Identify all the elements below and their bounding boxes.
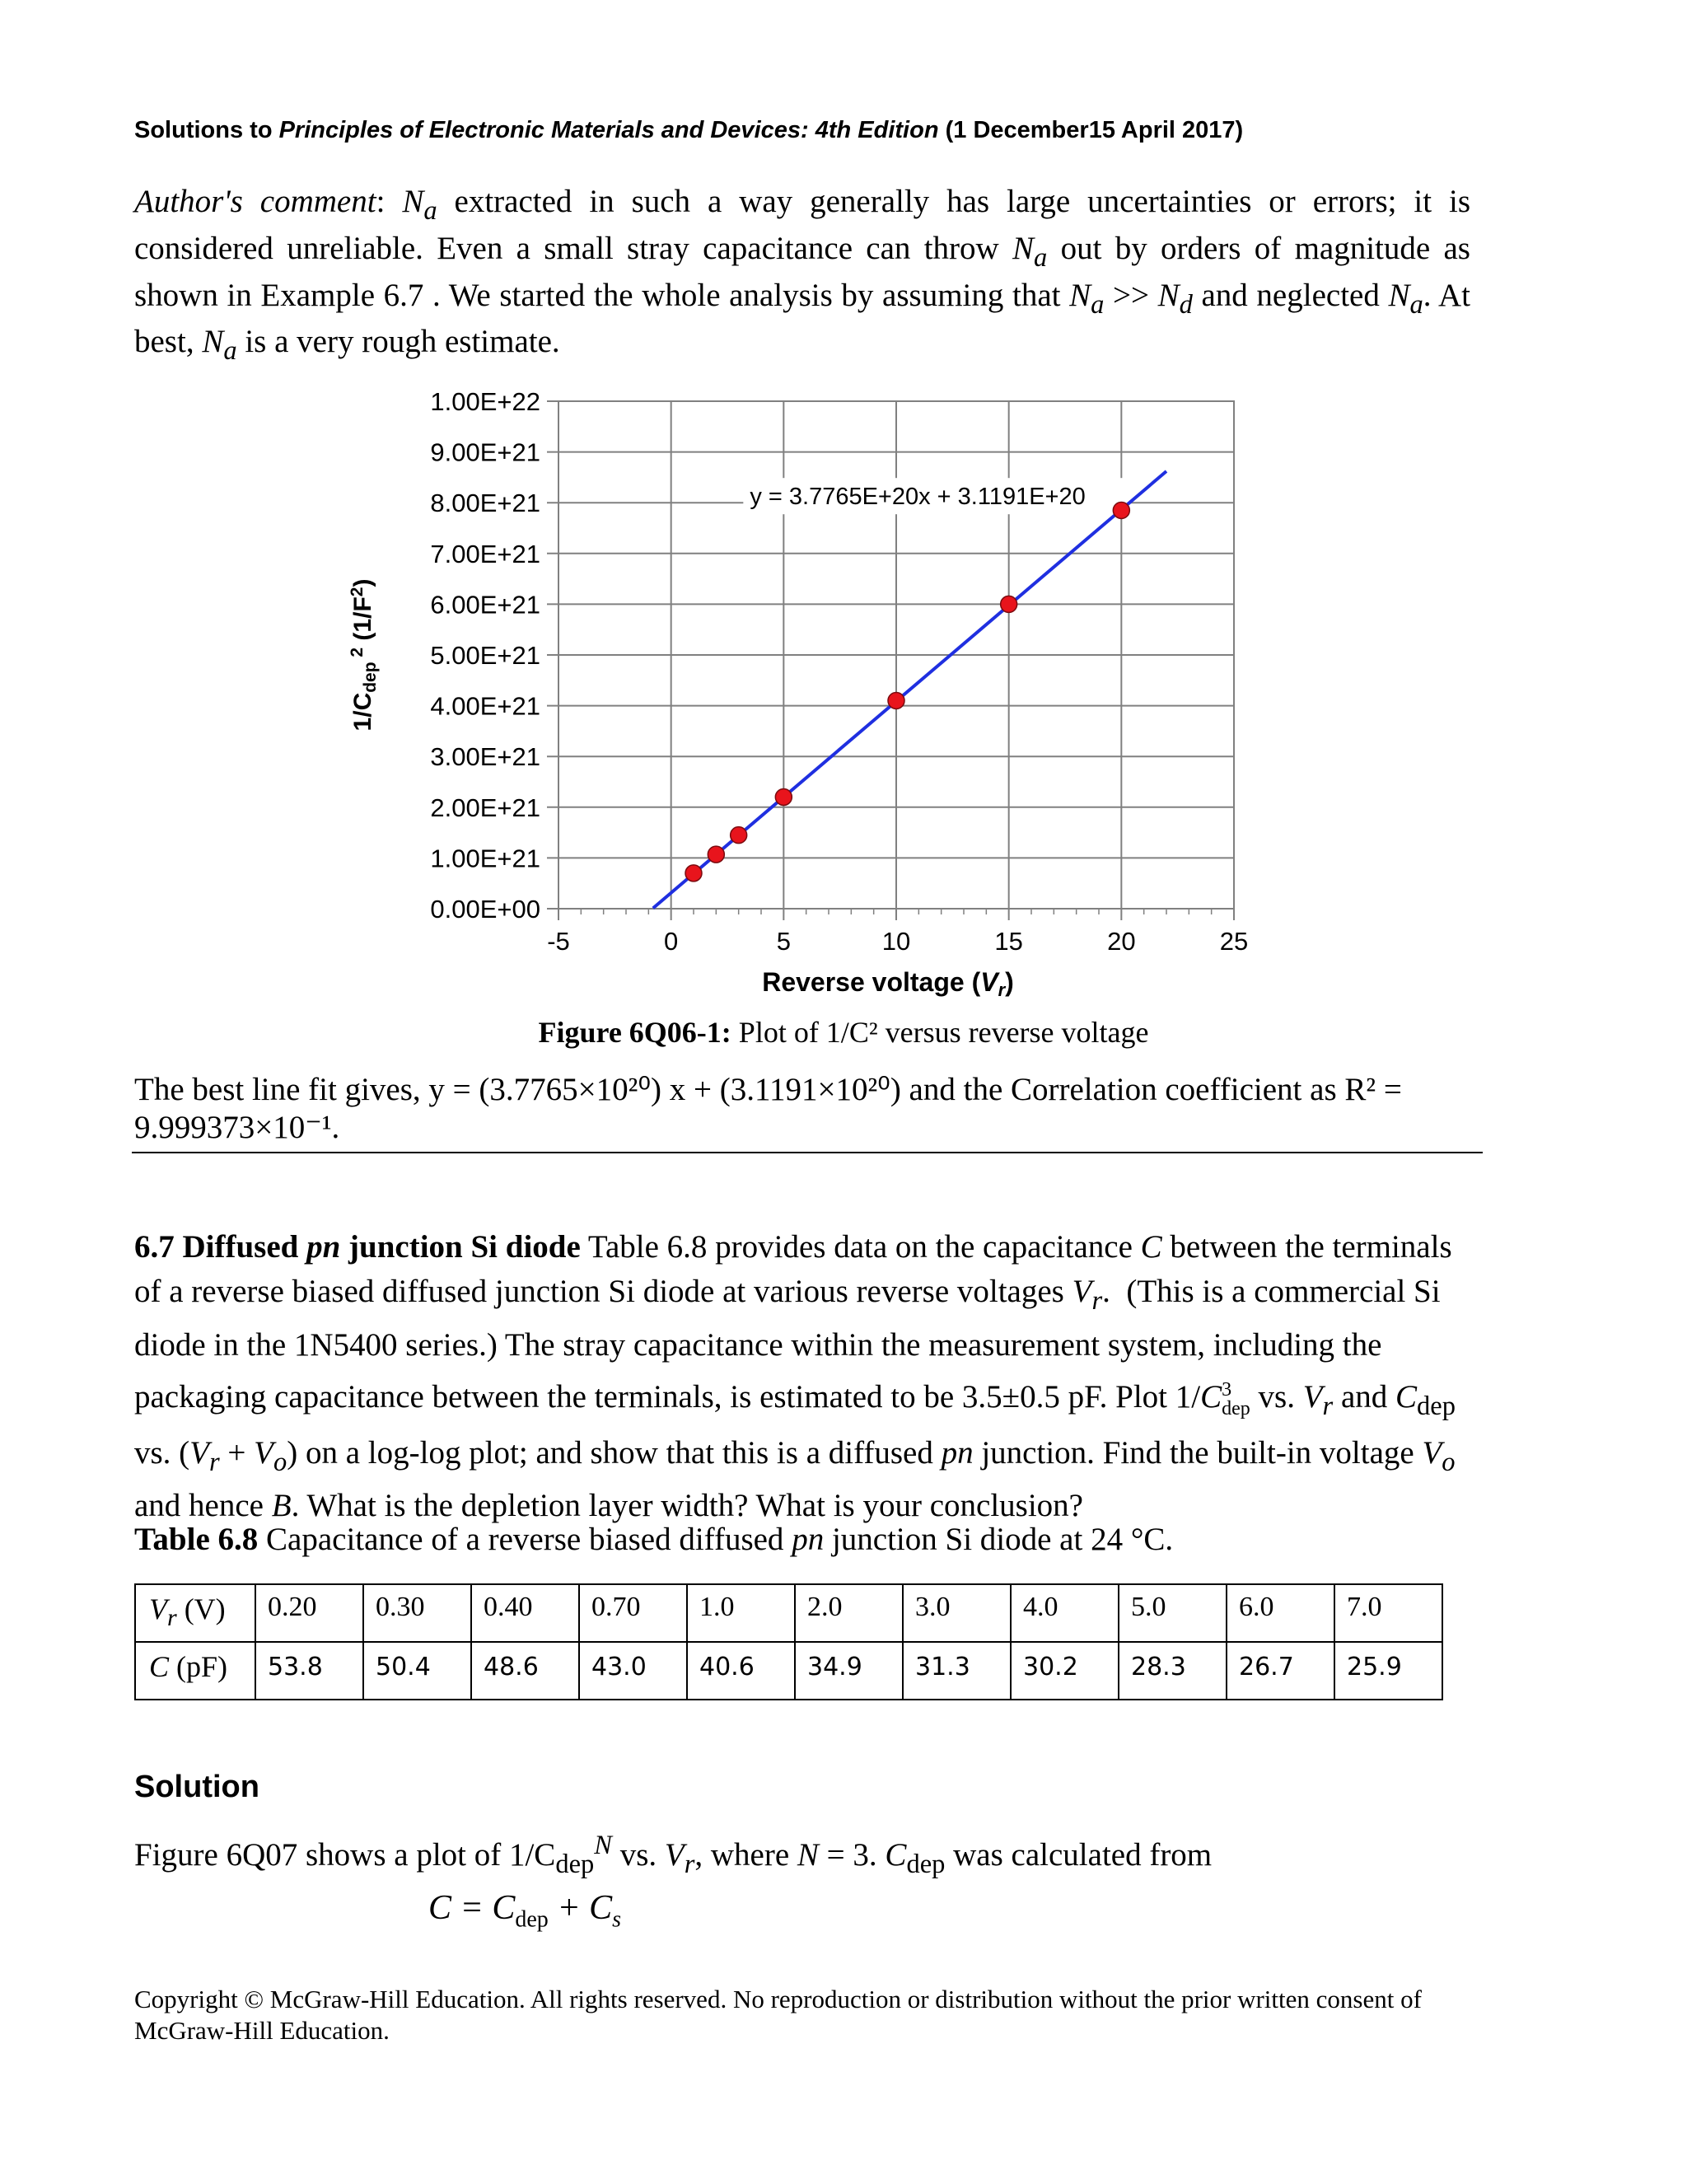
figure-caption-label: Figure 6Q06-1:	[538, 1016, 731, 1049]
header-book-title: Principles of Electronic Materials and Devices: 4th Edition	[278, 117, 939, 143]
fit-chart	[346, 375, 1269, 1009]
capacitance-table	[134, 1583, 1443, 1700]
data-point	[1113, 502, 1129, 518]
table-cell: 0.20	[255, 1584, 363, 1642]
x-tick-label: 0	[664, 927, 679, 956]
y-tick-label: 5.00E+21	[430, 641, 540, 670]
y-tick-label: 4.00E+21	[430, 691, 540, 721]
x-tick-label: 15	[994, 927, 1023, 956]
table-cell: 28.3	[1119, 1642, 1227, 1700]
problem-number: 6.7 Diffused pn junction Si diode	[134, 1229, 581, 1265]
header-date: (1 December15 April 2017)	[938, 117, 1244, 143]
table-row-vr	[135, 1584, 1442, 1642]
table-title-label: Table 6.8	[134, 1522, 259, 1557]
x-axis-title: Reverse voltage (Vr)	[762, 967, 1014, 1000]
y-axis-title: $1/C_{dep}$ $^2$ $(1/F^2)$	[348, 578, 380, 732]
fit-line	[653, 471, 1166, 908]
x-tick-label: 5	[776, 927, 791, 956]
table-cell: 0.30	[363, 1584, 471, 1642]
best-fit-paragraph: The best line fit gives, y = (3.7765×10²⁰) x + (3.1191×10²⁰) and the Correlation coefficient as R² = 9.999373×10⁻¹.	[134, 1072, 1402, 1145]
data-point	[731, 827, 747, 844]
author-comment-label: Author's comment	[134, 184, 376, 219]
table-cell: 48.6	[471, 1642, 579, 1700]
y-tick-label: 7.00E+21	[430, 539, 540, 568]
figure-caption	[0, 1015, 1687, 1050]
table-row-c	[135, 1642, 1442, 1700]
problem-statement	[134, 1225, 1485, 1528]
table-cell: 6.0	[1227, 1584, 1334, 1642]
problem-body: Table 6.8 provides data on the capacitance C between the terminals of a reverse biased diffused junction Si diode at various reverse voltages $V_r$. (This is a commercial Si diode in the 1N5400 series.) The stray capacitance within the measurement system, including the packaging capacitance between the terminals, is estimated to be 3.5±0.5 pF. Plot $1/C^3_{dep}$ vs. $V_r$ and $C_{dep}$ vs. $(V_r + V_o)$ on a log-log plot; and show that this is a diffused pn junction. Find the built-in voltage $V_o$ and hence B. What is the depletion layer width? What is your conclusion?	[134, 1229, 1456, 1524]
table-cell: 31.3	[903, 1642, 1011, 1700]
x-tick-label: -5	[547, 927, 570, 956]
data-point	[685, 865, 702, 882]
x-tick-label: 25	[1219, 927, 1249, 956]
page-header	[134, 117, 1243, 144]
table-cell: 25.9	[1334, 1642, 1442, 1700]
table-cell: 43.0	[579, 1642, 687, 1700]
table-cell: 5.0	[1119, 1584, 1227, 1642]
table-cell: 0.70	[579, 1584, 687, 1642]
y-tick-label: 1.00E+21	[430, 844, 540, 873]
table-cell: 30.2	[1011, 1642, 1119, 1700]
copyright-notice: Copyright © McGraw-Hill Education. All rights reserved. No reproduction or distribution without the prior written consent of McGraw-Hill Education.	[134, 1985, 1422, 2045]
data-point	[1001, 596, 1017, 612]
table-cell: 2.0	[795, 1584, 903, 1642]
section-divider	[132, 1152, 1483, 1153]
table-cell: 0.40	[471, 1584, 579, 1642]
table-cell: 3.0	[903, 1584, 1011, 1642]
solution-text: Figure 6Q07 shows a plot of $1/C_{dep}^N$ vs. $V_r$, where N = 3. $C_{dep}$ was calculated from	[134, 1831, 1213, 1879]
table-cell: 34.9	[795, 1642, 903, 1700]
y-tick-label: 8.00E+21	[430, 489, 540, 518]
capacitance-equation: $C = C_{dep} + C_s$	[428, 1889, 622, 1933]
y-tick-label: 2.00E+21	[430, 793, 540, 822]
table-title	[134, 1521, 1173, 1558]
y-tick-label: 0.00E+00	[430, 895, 540, 924]
table-cell: 7.0	[1334, 1584, 1442, 1642]
table-cell: 40.6	[687, 1642, 795, 1700]
table-cell: 50.4	[363, 1642, 471, 1700]
author-comment-text: : $N_a$ extracted in such a way generally has large uncertainties or errors; it is considered unreliable. Even a small stray capacitance can throw $N_a$ out by orders of magnitude as shown in Example 6.7 . We started the whole analysis by assuming that $N_a >> N_d$ and neglected $N_a$. At best, $N_a$ is a very rough estimate.	[134, 184, 1471, 367]
fit-equation-label: y = 3.7765E+20x + 3.1191E+20	[750, 484, 1086, 511]
chart-svg	[346, 375, 1269, 1009]
table-cell: 53.8	[255, 1642, 363, 1700]
figure-caption-text: Plot of 1/C² versus reverse voltage	[731, 1016, 1149, 1049]
x-tick-label: 20	[1107, 927, 1136, 956]
y-tick-label: 3.00E+21	[430, 742, 540, 772]
author-comment	[134, 183, 1470, 370]
table-cell: 26.7	[1227, 1642, 1334, 1700]
table-cell: 1.0	[687, 1584, 795, 1642]
x-tick-label: 10	[881, 927, 911, 956]
table-cell: 4.0	[1011, 1584, 1119, 1642]
y-tick-label: 6.00E+21	[430, 590, 540, 620]
data-point	[888, 692, 904, 709]
data-point	[775, 788, 792, 805]
y-tick-label: 1.00E+22	[430, 387, 540, 416]
solution-heading: Solution	[134, 1770, 259, 1804]
data-point	[708, 846, 724, 863]
table-header-vr: $V_r$ (V)	[135, 1584, 255, 1642]
table-header-c: C (pF)	[135, 1642, 255, 1700]
table-title-text: Capacitance of a reverse biased diffused pn junction Si diode at 24 °C.	[258, 1522, 1174, 1557]
y-tick-label: 9.00E+21	[430, 437, 540, 467]
header-prefix: Solutions to	[134, 117, 279, 143]
